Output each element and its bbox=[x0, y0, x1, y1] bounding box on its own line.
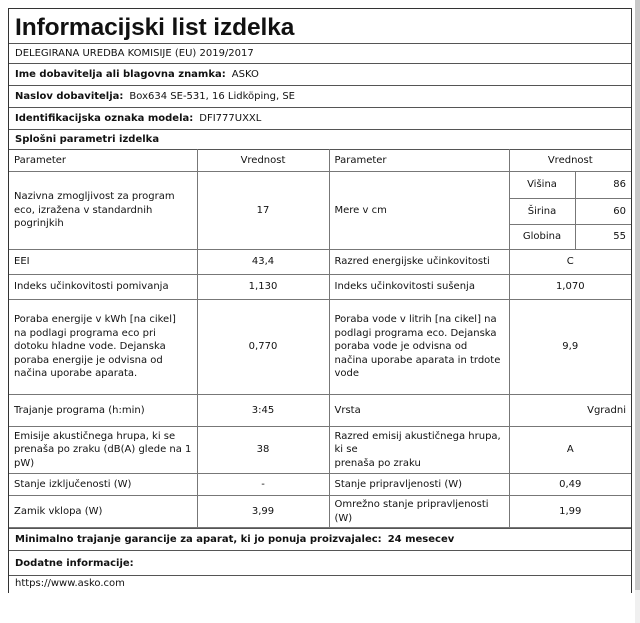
warranty-label: Minimalno trajanje garancije za aparat, ki jo ponuja proizvajalec: bbox=[15, 534, 382, 545]
table-row bbox=[9, 300, 631, 395]
document-title: Informacijski list izdelka bbox=[15, 14, 295, 41]
energy-class-label: Razred energijske učinkovitosti bbox=[329, 250, 509, 275]
drying-index-label: Indeks učinkovitosti sušenja bbox=[329, 275, 509, 300]
type-label: Vrsta bbox=[329, 395, 509, 427]
noise-value: 38 bbox=[197, 427, 329, 474]
table-row bbox=[9, 496, 631, 528]
regulation-text: DELEGIRANA UREDBA KOMISIJE (EU) 2019/2017 bbox=[15, 48, 254, 59]
height-label: Višina bbox=[509, 172, 575, 199]
supplier-label: Ime dobavitelja ali blagovna znamka: bbox=[15, 69, 226, 80]
noise-label: Emisije akustičnega hrupa, ki se prenaša po zraku (dB(A) glede na 1 pW) bbox=[9, 427, 197, 474]
duration-value: 3:45 bbox=[197, 395, 329, 427]
noise-class-label-line-1: Razred emisij akustičnega hrupa, ki se bbox=[334, 430, 501, 456]
table-row bbox=[9, 172, 631, 199]
model-value: DFI777UXXL bbox=[199, 113, 262, 124]
capacity-label: Nazivna zmogljivost za program eco, izražena v standardnih pogrinjkih bbox=[9, 172, 197, 250]
address-label: Naslov dobavitelja: bbox=[15, 91, 124, 102]
duration-label: Trajanje programa (h:min) bbox=[9, 395, 197, 427]
supplier-value: ASKO bbox=[231, 69, 259, 80]
warranty-row bbox=[9, 528, 631, 550]
delay-start-label: Zamik vklopa (W) bbox=[9, 496, 197, 528]
additional-info-link[interactable]: https://www.asko.com bbox=[15, 578, 125, 589]
off-mode-value: - bbox=[197, 474, 329, 496]
standby-label: Stanje pripravljenosti (W) bbox=[329, 474, 509, 496]
table-row bbox=[9, 275, 631, 300]
noise-class-label bbox=[329, 427, 509, 474]
table-header-row bbox=[9, 150, 631, 172]
drying-index-value: 1,070 bbox=[509, 275, 631, 300]
address-value: Box634 SE-531, 16 Lidköping, SE bbox=[129, 91, 295, 102]
height-value: 86 bbox=[575, 172, 631, 199]
header-value-2: Vrednost bbox=[509, 150, 631, 172]
header-parameter-1: Parameter bbox=[9, 150, 197, 172]
cleaning-index-label: Indeks učinkovitosti pomivanja bbox=[9, 275, 197, 300]
noise-class-value: A bbox=[509, 427, 631, 474]
general-params-row bbox=[9, 129, 631, 149]
table-row bbox=[9, 427, 631, 474]
parameters-table bbox=[9, 149, 631, 528]
additional-info-heading: Dodatne informacije: bbox=[15, 557, 134, 569]
off-mode-label: Stanje izključenosti (W) bbox=[9, 474, 197, 496]
address-row bbox=[9, 85, 631, 107]
additional-info-content bbox=[9, 575, 631, 593]
eei-label: EEI bbox=[9, 250, 197, 275]
table-row bbox=[9, 250, 631, 275]
model-row bbox=[9, 107, 631, 129]
eei-value: 43,4 bbox=[197, 250, 329, 275]
water-consumption-label: Poraba vode v litrih [na cikel] na podlagi programa eco. Dejanska poraba vode je odvisna od načina uporabe aparata in trdote vode bbox=[329, 300, 509, 395]
cleaning-index-value: 1,130 bbox=[197, 275, 329, 300]
water-consumption-value: 9,9 bbox=[509, 300, 631, 395]
networked-standby-label: Omrežno stanje pripravljenosti (W) bbox=[329, 496, 509, 528]
noise-class-label-line-2: prenaša po zraku bbox=[334, 457, 421, 469]
regulation-row bbox=[9, 43, 631, 63]
additional-info-row bbox=[9, 550, 631, 575]
networked-standby-value: 1,99 bbox=[509, 496, 631, 528]
table-row bbox=[9, 395, 631, 427]
energy-consumption-label: Poraba energije v kWh [na cikel] na podlagi programa eco pri dotoku hladne vode. Dejanska poraba energije je odvisna od načina uporabe aparata. bbox=[9, 300, 197, 395]
depth-label: Globina bbox=[509, 225, 575, 250]
capacity-value: 17 bbox=[197, 172, 329, 250]
depth-value: 55 bbox=[575, 225, 631, 250]
dimensions-label: Mere v cm bbox=[329, 172, 509, 250]
width-value: 60 bbox=[575, 199, 631, 225]
header-value-1: Vrednost bbox=[197, 150, 329, 172]
header-parameter-2: Parameter bbox=[329, 150, 509, 172]
warranty-value: 24 mesecev bbox=[387, 534, 455, 545]
product-information-sheet bbox=[8, 8, 632, 593]
type-value: Vgradni bbox=[509, 395, 631, 427]
table-row bbox=[9, 474, 631, 496]
model-label: Identifikacijska oznaka modela: bbox=[15, 113, 194, 124]
general-params-heading: Splošni parametri izdelka bbox=[15, 134, 160, 145]
supplier-row bbox=[9, 63, 631, 85]
vertical-scrollbar[interactable] bbox=[635, 0, 640, 623]
delay-start-value: 3,99 bbox=[197, 496, 329, 528]
energy-class-value: C bbox=[509, 250, 631, 275]
standby-value: 0,49 bbox=[509, 474, 631, 496]
energy-consumption-value: 0,770 bbox=[197, 300, 329, 395]
width-label: Širina bbox=[509, 199, 575, 225]
scrollbar-thumb[interactable] bbox=[635, 0, 640, 590]
